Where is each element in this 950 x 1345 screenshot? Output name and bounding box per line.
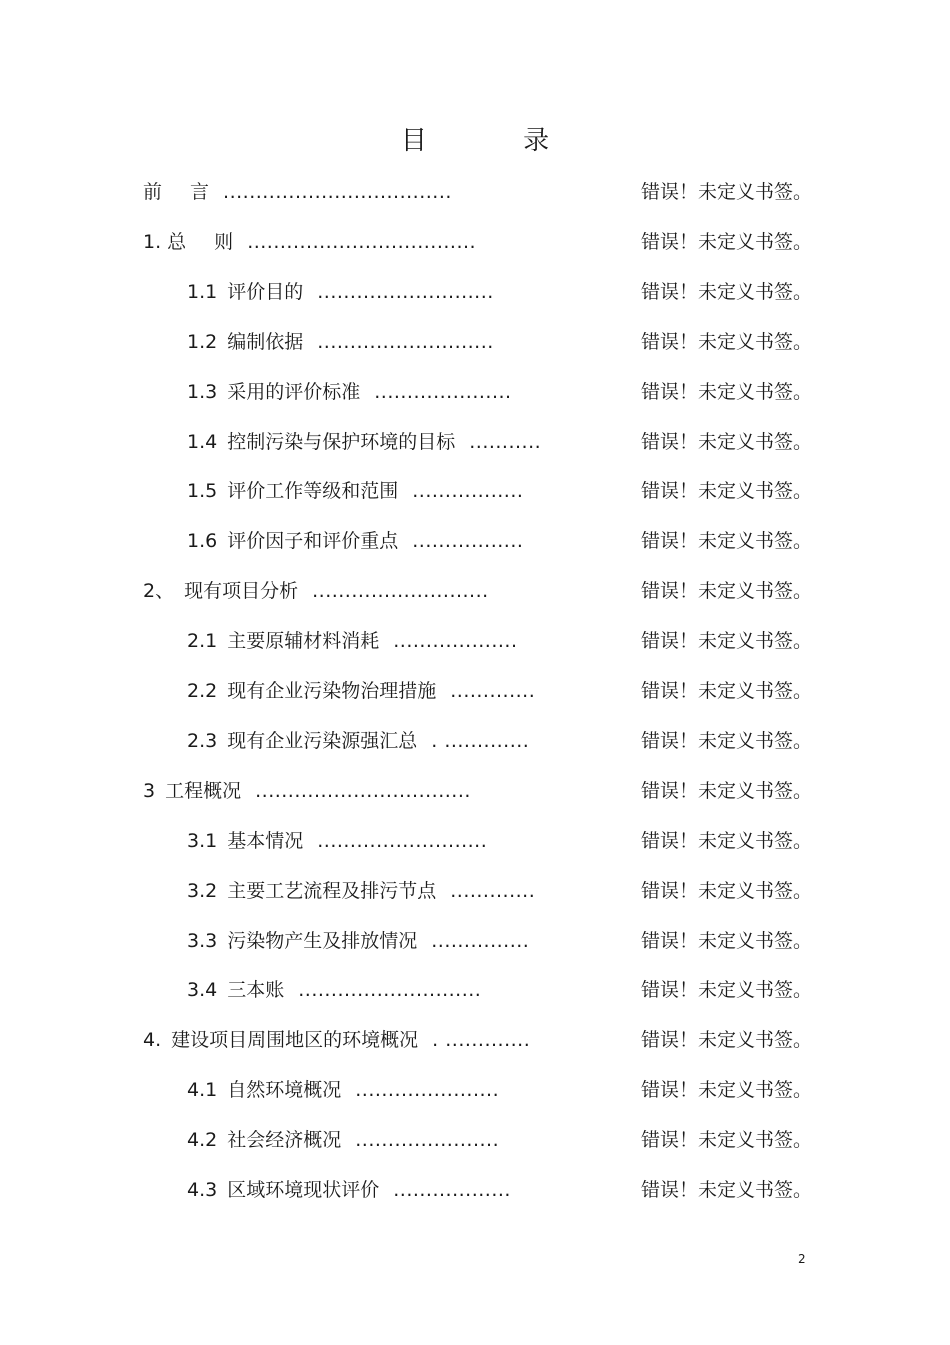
toc-entry[interactable] — [0, 327, 950, 357]
toc-entry-page-ref: 错误！未定义书签。 — [641, 1129, 813, 1151]
toc-entry-number: 4.1 — [187, 1079, 218, 1101]
toc-entry-number: 3.2 — [187, 880, 218, 902]
toc-entry-title: 区域环境现状评价 — [227, 1179, 380, 1201]
toc-entry-page-ref: 错误！未定义书签。 — [641, 830, 813, 852]
toc-entry-title: 采用的评价标准 — [227, 381, 361, 403]
toc-entry-leader: ...................... — [355, 1079, 500, 1101]
toc-entry-page-ref: 错误！未定义书签。 — [641, 930, 813, 952]
toc-entry-title: 评价目的 — [227, 281, 304, 303]
toc-entry-page-ref: 错误！未定义书签。 — [641, 181, 813, 203]
toc-entry[interactable] — [0, 1125, 950, 1155]
toc-entry-number: 1.5 — [187, 480, 218, 502]
toc-entry-leader: .......................... — [317, 830, 488, 852]
toc-entry-number: 3.1 — [187, 830, 218, 852]
toc-entry-leader: ........................... — [317, 281, 494, 303]
toc-entry-leader: ................................. — [255, 780, 471, 802]
toc-entry[interactable] — [0, 1075, 950, 1105]
toc-entry-text — [187, 676, 535, 706]
toc-entry-leader: . ............. — [432, 1029, 531, 1051]
toc-entry-leader: ........... — [469, 431, 542, 453]
toc-entry-page-ref: 错误！未定义书签。 — [641, 381, 813, 403]
toc-entry-leader: ................................... — [247, 231, 477, 253]
toc-entry-number: 2.1 — [187, 630, 218, 652]
toc-entry-text — [143, 1025, 530, 1055]
toc-entry-page-ref: 错误！未定义书签。 — [641, 780, 813, 802]
toc-entry-text — [187, 1125, 499, 1155]
toc-entry[interactable] — [0, 427, 950, 457]
toc-entry-text — [187, 926, 529, 956]
toc-entry-number: 4.3 — [187, 1179, 218, 1201]
toc-entry-title: 三本账 — [227, 979, 285, 1001]
toc-entry-text — [187, 327, 494, 357]
toc-entry-leader: ...................... — [355, 1129, 500, 1151]
toc-entry-number: 3.3 — [187, 930, 218, 952]
toc-entry-text — [187, 626, 518, 656]
toc-entry-page-ref: 错误！未定义书签。 — [641, 281, 813, 303]
toc-entry-title: 建设项目周围地区的环境概况 — [171, 1029, 419, 1051]
toc-entry-text — [143, 776, 471, 806]
toc-entry-number: 2.3 — [187, 730, 218, 752]
toc-entry[interactable] — [0, 227, 950, 257]
toc-entry-leader: . ............. — [431, 730, 530, 752]
toc-entry[interactable] — [0, 726, 950, 756]
toc-entry-number: 3.4 — [187, 979, 218, 1001]
toc-entry-leader: ............... — [431, 930, 530, 952]
toc-entry-number: 前 — [143, 181, 163, 203]
toc-entry[interactable] — [0, 526, 950, 556]
toc-entry-number: 1.4 — [187, 431, 218, 453]
toc-entry-page-ref: 错误！未定义书签。 — [641, 979, 813, 1001]
toc-entry-title: 主要工艺流程及排污节点 — [227, 880, 437, 902]
toc-entry[interactable] — [0, 277, 950, 307]
toc-entry-number: 1.6 — [187, 530, 218, 552]
toc-entry-title: 控制污染与保护环境的目标 — [227, 431, 456, 453]
toc-entry[interactable] — [0, 826, 950, 856]
toc-entry-page-ref: 错误！未定义书签。 — [641, 480, 813, 502]
toc-entry-text — [187, 726, 529, 756]
toc-entry-number: 3 — [143, 780, 156, 802]
toc-entry-number: 1.2 — [187, 331, 218, 353]
toc-entry-title: 污染物产生及排放情况 — [227, 930, 418, 952]
toc-entry-title: 评价工作等级和范围 — [227, 480, 399, 502]
toc-entry[interactable] — [0, 1175, 950, 1205]
toc-entry-page-ref: 错误！未定义书签。 — [641, 1029, 813, 1051]
toc-entry-number: 4. — [143, 1029, 162, 1051]
toc-entry-page-ref: 错误！未定义书签。 — [641, 680, 813, 702]
toc-entry-number: 1.3 — [187, 381, 218, 403]
toc-entry-title: 现有项目分析 — [184, 580, 299, 602]
toc-entry-number: 2、 — [143, 580, 175, 602]
toc-entry-page-ref: 错误！未定义书签。 — [641, 580, 813, 602]
toc-entry[interactable] — [0, 776, 950, 806]
toc-entry[interactable] — [0, 926, 950, 956]
toc-entry-title: 评价因子和评价重点 — [227, 530, 399, 552]
toc-entry-text — [187, 277, 494, 307]
toc-entry-number: 2.2 — [187, 680, 218, 702]
toc-entry-text — [187, 526, 523, 556]
toc-entry-text — [143, 576, 489, 606]
toc-entry-title: 自然环境概况 — [227, 1079, 342, 1101]
toc-entry-number: 1.1 — [187, 281, 218, 303]
toc-entry-text — [187, 826, 487, 856]
toc-entry-title: 则 — [214, 231, 234, 253]
toc-entry-title: 主要原辅材料消耗 — [227, 630, 380, 652]
toc-entry-leader: ................... — [393, 630, 518, 652]
toc-entry-title: 现有企业污染源强汇总 — [227, 730, 418, 752]
toc-entry-page-ref: 错误！未定义书签。 — [641, 1179, 813, 1201]
toc-entry-leader: ..................... — [374, 381, 512, 403]
toc-entry-page-ref: 错误！未定义书签。 — [641, 331, 813, 353]
toc-entry-page-ref: 错误！未定义书签。 — [641, 231, 813, 253]
toc-entry[interactable] — [0, 876, 950, 906]
toc-entry[interactable] — [0, 377, 950, 407]
toc-entry[interactable] — [0, 476, 950, 506]
page-title: 目 录 — [400, 126, 594, 156]
toc-entry-page-ref: 错误！未定义书签。 — [641, 880, 813, 902]
toc-entry-title: 言 — [190, 181, 210, 203]
toc-entry[interactable] — [0, 1025, 950, 1055]
toc-entry-leader: ............................ — [298, 979, 482, 1001]
toc-entry-leader: ........................... — [312, 580, 489, 602]
toc-entry-leader: ................. — [412, 480, 524, 502]
toc-entry-leader: ................. — [412, 530, 524, 552]
toc-entry-text — [187, 1075, 499, 1105]
toc-entry-title: 现有企业污染物治理措施 — [227, 680, 437, 702]
toc-entry-text — [187, 427, 541, 457]
toc-entry-text — [187, 1175, 511, 1205]
toc-entry-title: 编制依据 — [227, 331, 304, 353]
toc-entry-number: 1. 总 — [143, 231, 187, 253]
toc-entry[interactable] — [0, 626, 950, 656]
page-number: 2 — [798, 1252, 806, 1266]
toc-entry[interactable] — [0, 576, 950, 606]
toc-entry[interactable] — [0, 177, 950, 207]
toc-entry[interactable] — [0, 975, 950, 1005]
toc-entry-leader: ........................... — [317, 331, 494, 353]
toc-entry-page-ref: 错误！未定义书签。 — [641, 530, 813, 552]
toc-entry-number: 4.2 — [187, 1129, 218, 1151]
toc-entry-text — [187, 876, 535, 906]
toc-entry-text — [143, 177, 452, 207]
toc-entry-leader: ............. — [450, 880, 536, 902]
toc-entry-page-ref: 错误！未定义书签。 — [641, 1079, 813, 1101]
toc-entry[interactable] — [0, 676, 950, 706]
toc-entry-text — [143, 227, 476, 257]
toc-entry-title: 社会经济概况 — [227, 1129, 342, 1151]
toc-entry-leader: ................................... — [223, 181, 452, 203]
toc-entry-leader: ............. — [450, 680, 536, 702]
toc-entry-leader: .................. — [393, 1179, 511, 1201]
toc-entry-title: 基本情况 — [227, 830, 304, 852]
toc-entry-text — [187, 975, 481, 1005]
toc-entry-title: 工程概况 — [165, 780, 242, 802]
toc-entry-text — [187, 476, 523, 506]
toc-entry-page-ref: 错误！未定义书签。 — [641, 730, 813, 752]
toc-entry-page-ref: 错误！未定义书签。 — [641, 630, 813, 652]
toc-entry-text — [187, 377, 512, 407]
toc-entry-page-ref: 错误！未定义书签。 — [641, 431, 813, 453]
